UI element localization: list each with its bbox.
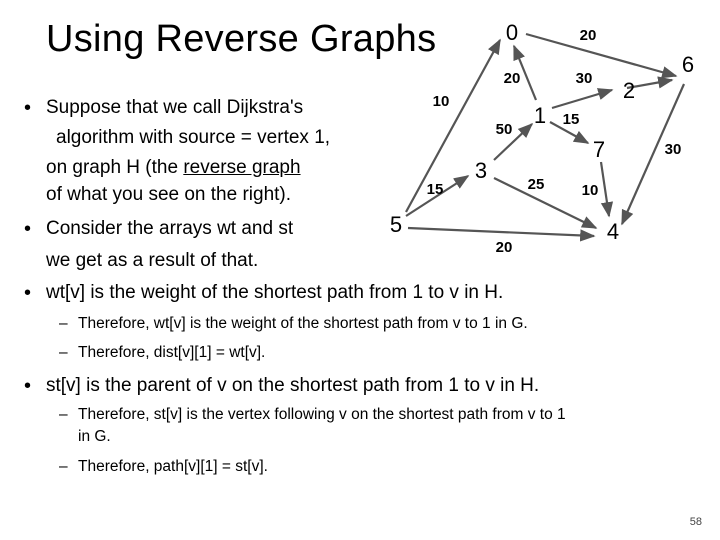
bullet-dot: • <box>24 218 32 240</box>
bullet-3-sub-1 <box>59 314 528 334</box>
node-2: 2 <box>622 78 636 103</box>
bullet-4-sub-1 <box>59 405 566 425</box>
weight-5-0: 10 <box>432 93 450 110</box>
bullet-1 <box>24 96 304 120</box>
sub-dash: – <box>59 458 68 475</box>
bullet-3-sub-2-text: Therefore, dist[v][1] = wt[v]. <box>78 344 266 361</box>
bullet-2-cont <box>46 249 258 273</box>
node-5: 5 <box>389 212 403 237</box>
bullet-2-line-2: we get as a result of that. <box>46 250 259 271</box>
bullet-4-sub-1-cont <box>78 427 111 447</box>
page-number: 58 <box>689 516 702 528</box>
weight-1-2: 30 <box>575 70 593 87</box>
bullet-dot: • <box>24 375 32 397</box>
weight-3-4: 25 <box>527 176 545 193</box>
weight-3-1: 50 <box>495 121 513 138</box>
edge-7-4 <box>601 162 609 216</box>
reverse-graph-term: reverse graph <box>183 157 301 178</box>
bullet-4-sub-2 <box>59 457 268 477</box>
node-1: 1 <box>533 103 547 128</box>
node-0: 0 <box>505 20 519 45</box>
weight-0-6: 20 <box>579 27 597 44</box>
edge-0-6 <box>526 34 676 76</box>
edge-1-2 <box>552 90 612 108</box>
weight-5-3: 15 <box>426 181 444 198</box>
weight-7-4: 10 <box>581 182 599 199</box>
bullet-1-cont-3 <box>46 156 301 180</box>
slide-title: Using Reverse Graphs <box>46 18 437 60</box>
bullet-3-sub-1-text: Therefore, wt[v] is the weight of the shortest path from v to 1 in G. <box>78 315 528 332</box>
bullet-1-cont-2 <box>56 126 330 150</box>
bullet-4 <box>24 374 540 398</box>
bullet-4-sub-2-text: Therefore, path[v][1] = st[v]. <box>78 458 268 475</box>
bullet-3-sub-2 <box>59 343 266 363</box>
sub-dash: – <box>59 344 68 361</box>
node-4: 4 <box>606 219 620 244</box>
bullet-1-line-2: algorithm with source = vertex 1, <box>56 127 331 148</box>
bullet-4-sub-1-text-cont: in G. <box>78 428 111 445</box>
sub-dash: – <box>59 315 68 332</box>
bullet-1-line-4: of what you see on the right). <box>46 184 292 205</box>
weight-1-0: 20 <box>503 70 521 87</box>
edge-5-4 <box>408 228 594 236</box>
node-7: 7 <box>592 137 606 162</box>
bullet-1-line-3a: on graph H (the <box>46 157 184 178</box>
bullet-3 <box>24 281 504 305</box>
sub-dash: – <box>59 406 68 423</box>
bullet-1-cont-4 <box>46 183 291 207</box>
bullet-4-sub-1-text: Therefore, st[v] is the vertex following v on the shortest path from v to 1 <box>78 406 566 423</box>
bullet-2-line-1: Consider the arrays wt and st <box>46 218 294 239</box>
weight-5-4: 20 <box>495 239 513 256</box>
node-6: 6 <box>681 52 695 77</box>
weight-6-4: 30 <box>664 141 682 158</box>
weight-1-7: 15 <box>562 111 580 128</box>
bullet-4-line-1: st[v] is the parent of v on the shortest path from 1 to v in H. <box>46 375 540 396</box>
bullet-1-line-1: Suppose that we call Dijkstra's <box>46 97 304 118</box>
bullet-dot: • <box>24 282 32 304</box>
node-3: 3 <box>474 158 488 183</box>
bullet-3-line-1: wt[v] is the weight of the shortest path from 1 to v in H. <box>46 282 504 303</box>
bullet-dot: • <box>24 97 32 119</box>
bullet-2 <box>24 217 294 241</box>
